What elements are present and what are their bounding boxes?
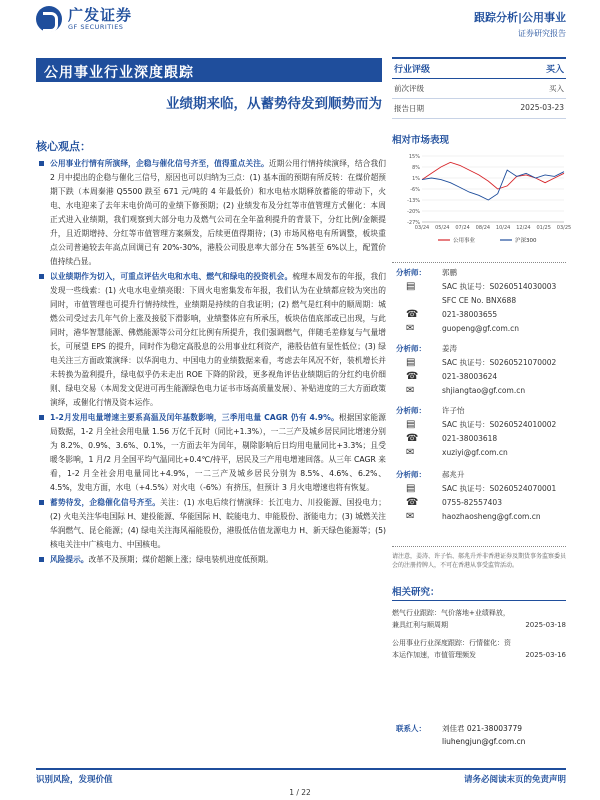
- paragraph-3-lead: 1-2月发用电量增速主要系高温及闰年基数影响，三季用电量 CAGR 仍有 4.9%。: [50, 413, 339, 422]
- y-tick-label: -27%: [407, 220, 420, 226]
- analyst-name: 姜涛: [442, 344, 457, 353]
- phone-icon: ☎: [406, 371, 419, 382]
- report-date-label: 报告日期: [394, 104, 424, 113]
- analyst-disclaimer: 请注意，姜涛、许子怡、郝兆升并非香港证券及期货事务监察委员会的注册持牌人，不可在香港从事受监管活动。: [392, 553, 567, 569]
- relative-performance-chart: [398, 150, 572, 248]
- report-title: 公用事业行业深度跟踪: [36, 58, 382, 82]
- analyst-name: 郝兆升: [442, 470, 465, 479]
- related-item-date: 2025-03-18: [525, 621, 566, 629]
- y-tick-label: 8%: [412, 165, 420, 171]
- analyst-2: [392, 342, 566, 398]
- analyst-role: 分析师：: [396, 406, 426, 415]
- logo-cn: 广发证券: [68, 6, 133, 24]
- x-tick-label: 05/24: [435, 225, 450, 231]
- legend-label: 沪深300: [515, 238, 537, 244]
- y-tick-label: 15%: [408, 154, 420, 160]
- market-performance-title: 相对市场表现: [392, 135, 450, 146]
- contact-name-phone: 刘佳君 021-38003779: [442, 724, 523, 733]
- footer-disclaimer-link: 请务必阅读末页的免责声明: [463, 775, 566, 785]
- contact-role: 联系人：: [396, 724, 426, 733]
- analyst-4: [392, 468, 566, 524]
- analyst-name: 许子怡: [442, 406, 465, 415]
- analyst-email[interactable]: haozhaosheng@gf.com.cn: [442, 512, 541, 521]
- paragraph-1: [36, 157, 386, 269]
- gf-logo: [36, 6, 132, 32]
- email-icon: ✉: [406, 323, 415, 334]
- paragraph-2-body: 梳理本周发布的年报，我们发现一些线索：(1) 火电水电业绩亮眼：下周火电密集发布年报，我们认为在业绩都应较为突出的同时，市值管理也可提升行情持续性，业绩期是持续的自我证明；(2) 燃气是红利中的顺周期：城燃公司受过去几年气价上涨及接驳下滑影响，业绩整体应有所承压，板块估值底部或已出现，与此同时，港华智慧能源、佛燃能源等公司分红比例有所提升，我们强调燃气，伴随毛差修复与气量增长，可展望 EPS 的提升，同时作为稳定高股息的公用事业红利资产，港股估值有显性低位；(3) 绿电关注三方面政策演绎：以华润电力、中国电力的业绩数据来看，考虑去年风况不好，装机增长并未转换为盈利提升，绿电似乎仍未走出 ROE 下降的阶段，更多视角评估业绩期后的分红约电价细则、绿电交易（本周发文促进可再生能源绿色电力证书市场高质量发展）、补贴进度的三大方面政策演绎，或催化行情及资本运作。: [50, 272, 386, 407]
- analyst-email[interactable]: guopeng@gf.com.cn: [442, 324, 520, 333]
- x-tick-label: 10/24: [495, 225, 511, 231]
- paragraph-1-lead: 公用事业行情有所演绎，企稳与催化信号齐至，值得重点关注。: [50, 159, 269, 168]
- report-type: 跟踪分析|公用事业: [473, 11, 566, 24]
- analyst-sac: SAC 执证号：S0260524010002: [442, 420, 557, 429]
- x-tick-label: 07/24: [455, 225, 470, 231]
- analyst-sfc: SFC CE No. BNX688: [442, 296, 517, 305]
- analyst-role: 分析师：: [396, 470, 426, 479]
- rating-value: 买入: [545, 65, 564, 75]
- analyst-phone: 0755-82557403: [442, 498, 502, 507]
- report-sub: 证券研究报告: [518, 29, 566, 38]
- report-subtitle: 业绩期来临，从蓄势待发到顺势而为: [166, 96, 382, 112]
- gf-logo-icon: [36, 6, 62, 32]
- analyst-1: [392, 266, 566, 336]
- y-tick-label: -13%: [407, 198, 420, 204]
- paragraph-5-lead: 风险提示。: [50, 555, 89, 564]
- rating-table: [392, 57, 566, 119]
- x-tick-label: 08/24: [475, 225, 491, 231]
- related-item[interactable]: [392, 607, 566, 631]
- analyst-sac: SAC 执证号：S0260514030003: [442, 282, 557, 291]
- paragraph-4-lead: 蓄势待发，企稳催化信号齐至。: [50, 498, 161, 507]
- certificate-icon: ▤: [406, 419, 416, 430]
- analyst-role: 分析师：: [396, 344, 426, 353]
- analyst-sac: SAC 执证号：S0260521070002: [442, 358, 557, 367]
- core-view-title: 核心观点：: [36, 140, 91, 153]
- certificate-icon: ▤: [406, 357, 416, 368]
- analyst-role: 分析师：: [396, 268, 426, 277]
- contact: [392, 722, 566, 748]
- y-tick-label: -6%: [410, 187, 420, 193]
- paragraph-4-body: 关注：(1) 水电后续行情演绎：长江电力、川投能源、国投电力；(2) 火电关注华电国际 H、建投能源、华能国际 H、皖能电力、申能股份、浙能电力；(3) 城燃关注华润燃气、昆仑能源；(4) 绿电关注海风福能股份，港股低估值龙源电力 H、新天绿色能源等；(5) 核电关注中广核电力、中国核电。: [50, 498, 386, 549]
- footer-line: [36, 768, 566, 770]
- analyst-email[interactable]: shjiangtao@gf.com.cn: [442, 386, 526, 395]
- paragraph-2-lead: 以业绩期作为切入，可重点评估火电和水电、燃气和绿电的投资机会。: [50, 272, 293, 281]
- paragraph-2: [36, 270, 386, 410]
- analyst-sac: SAC 执证号：S0260524070001: [442, 484, 557, 493]
- prev-rating-label: 前次评级: [394, 84, 424, 93]
- x-tick-label: 01/25: [536, 225, 551, 231]
- phone-icon: ☎: [406, 497, 419, 508]
- rating-label: 行业评级: [394, 65, 431, 75]
- footer-slogan: 识别风险，发现价值: [36, 775, 113, 785]
- report-date-value: 2025-03-23: [520, 103, 564, 112]
- paragraph-3: [36, 411, 386, 495]
- x-tick-label: 12/24: [516, 225, 531, 231]
- certificate-icon: ▤: [406, 281, 416, 292]
- divider: [392, 546, 566, 547]
- divider: [392, 262, 566, 263]
- related-item-text: 燃气行业跟踪：气价落地+业绩释放，兼具红利与顺周期: [392, 609, 510, 629]
- analyst-name: 郭鹏: [442, 268, 457, 277]
- analyst-3: [392, 404, 566, 460]
- y-tick-label: 1%: [412, 176, 420, 182]
- related-item-text: 公用事业行业深度跟踪：行情催化：资本运作加速，市值管理频发: [392, 639, 511, 659]
- email-icon: ✉: [406, 385, 415, 396]
- y-tick-label: -20%: [407, 209, 420, 215]
- paragraph-3-body: 根据国家能源局数据，1-2 月全社会用电量 1.56 万亿千瓦时（同比+1.3%），一二三产及城乡居民同比增速分别为 8.2%、0.9%、3.6%、0.1%，一方面去年为闰年，剔除影响后日均用电量同比+3.3%；且受暖冬影响，1 月/2 月全国平均气温同比+0.4℃/持平，居民及三产用电增速回落。从三年 CAGR 来看，1-2 月全社会用电量同比+4.9%，一二三产及城乡居民分别为 8.5%、4.6%、6.2%、4.5%，发电方面，水电（+4.5%）对火电（-6%）有挤压，但预计 3 月火电增速也将有恢复。: [50, 413, 386, 492]
- prev-rating-value: 买入: [549, 84, 564, 93]
- analyst-email[interactable]: xuziyi@gf.com.cn: [442, 448, 508, 457]
- x-tick-label: 03/25: [556, 225, 572, 231]
- paragraph-5-body: 改革不及预期；煤价超额上涨；绿电装机进度低预期。: [88, 555, 273, 564]
- core-view-body: [36, 157, 386, 568]
- analyst-phone: 021-38003618: [442, 434, 498, 443]
- paragraph-5: [36, 553, 386, 567]
- page-number: 1 / 22: [289, 788, 311, 797]
- analyst-phone: 021-38003624: [442, 372, 498, 381]
- certificate-icon: ▤: [406, 483, 416, 494]
- legend-label: 公用事业: [453, 238, 476, 244]
- paragraph-1-body: 近期公用行情持续演绎，结合我们 2 月中提出的企稳与催化三信号，原因也可以归纳为三点：(1) 基本面的预期有所反转：在煤价超预期下跌（本周秦港 Q5500 跌至 671 元/吨的 4 年最低价）和水电枯水期释放蓄能的带动下，火电、水电迎来了去年末电价尚可的业绩下修预期；(2) 业绩发布及分红等市值管理方式催化：本周正式进入业绩期，我们观察到大部分电力及燃气公司在全年盈利提升的背景下，分红比例/金额提升，且近期增持、分红等市值管理方案频发，后续更值得期待；(3) 市场风格电有所调整，板块重点公司普遍较去年高点回调已有 20%-30%，港股公司股息率大部分在 5%甚至 6%以上，配置价值持续凸显。: [50, 159, 386, 266]
- email-icon: ✉: [406, 511, 415, 522]
- related-title: 相关研究：: [392, 584, 566, 601]
- phone-icon: ☎: [406, 309, 419, 320]
- related-item-date: 2025-03-16: [525, 651, 566, 659]
- related-research: [392, 584, 566, 661]
- logo-en: GF SECURITIES: [68, 23, 124, 31]
- contact-email[interactable]: liuhengjun@gf.com.cn: [442, 737, 526, 746]
- paragraph-4: [36, 496, 386, 552]
- analyst-phone: 021-38003655: [442, 310, 498, 319]
- phone-icon: ☎: [406, 433, 419, 444]
- email-icon: ✉: [406, 447, 415, 458]
- page-header: [0, 0, 600, 40]
- x-tick-label: 03/24: [414, 225, 430, 231]
- related-item[interactable]: [392, 637, 566, 661]
